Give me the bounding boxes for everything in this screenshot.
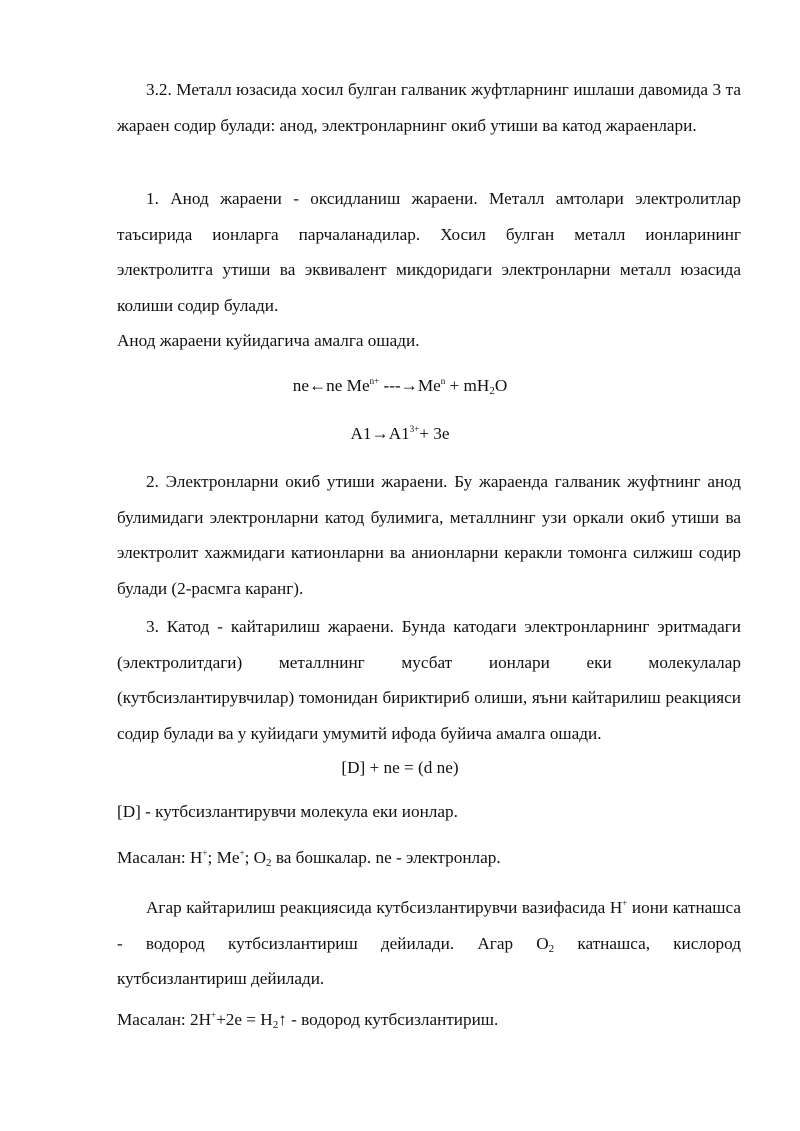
anode-intro-line: Анод жараени куйидагича амалга ошади.	[117, 331, 420, 350]
depolarizer-definition: [D] - кутбсизлантирувчи молекула еки ионлар.	[117, 802, 458, 821]
equation-cathode: [D] + ne = (d ne)	[341, 758, 459, 777]
equation-aluminium: $A1\to A1^{3+}+ 3e$	[350, 424, 450, 443]
paragraph-3-2: 3.2. Металл юзасида хосил булган галваник жуфтларнинг ишлаши давомида 3 та жараен содир булади: анод, электронларнинг окиб утиши ва катод жараенлари.	[117, 80, 741, 135]
paragraph-depolarization-types: Агар кайтарилиш реакциясида кутбсизлантирувчи вазифасида H+ иони катнашса - водород кутбсизлантириш дейилади. Агар $O_2$ катнашса, кислород кутбсизлантириш дейилади.	[117, 898, 741, 988]
paragraph-electron-flow: 2. Электронларни окиб утиши жараени. Бу жараенда галваник жуфтнинг анод булимидаги электронларни катод булимига, металлнинг узи оркали окиб утиши ва электролит хажмидаги катионларни ва анионларни керакли томонга силжиш содир булади (2-расмга каранг).	[117, 472, 741, 598]
paragraph-anode-process: 1. Анод жараени - оксидланиш жараени. Металл амтолари электролитлар таъсирида ионларга парчаланадилар. Хосил булган металл ионларининг электролитга утиши ва эквивалент микдоридаги электронларни металл юзасида колиши содир булади.	[117, 189, 741, 315]
example-line-ions: Масалан: H+; Me+; $O_2$ ва бошкалар. ne - электронлар.	[117, 848, 501, 869]
equation-anode-general: ne←ne $Me^{n+}$ $---\to Me^n + mH_2O$	[292, 376, 508, 397]
example-hydrogen-depolarization: Масалан: $2H^++2e = H_2↑$ - водород кутбсизлантириш.	[117, 1010, 499, 1031]
paragraph-cathode-process: 3. Катод - кайтарилиш жараени. Бунда катодаги электронларнинг эритмадаги (электролитдаги) металлнинг мусбат ионлари еки молекулалар (кутбсизлантирувчилар) томонидан бириктириб олиши, яъни кайтарилиш реакцияси содир булади ва у куйидаги умумитй ифода буйича амалга ошади.	[117, 617, 741, 743]
